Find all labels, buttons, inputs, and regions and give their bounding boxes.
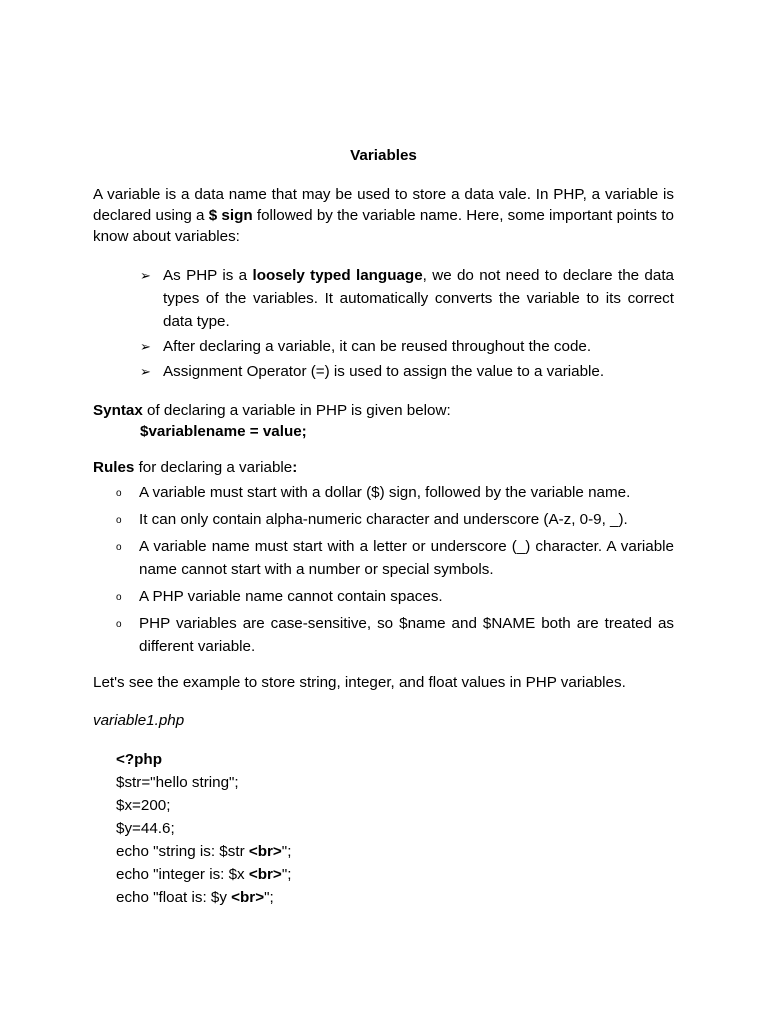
list-item xyxy=(140,264,674,333)
code-echo-text: echo "string is: $str xyxy=(116,843,249,860)
file-name: variable1.php xyxy=(93,712,185,729)
syntax-code: $variablename = value; xyxy=(140,423,307,440)
intro-bold: $ sign xyxy=(208,207,253,224)
list-item xyxy=(116,481,674,504)
syntax-line xyxy=(93,400,674,421)
intro-text-1: A variable is a data name that may be used to store a data vale. In PHP, a variable is declared using a xyxy=(93,186,674,224)
code-block xyxy=(116,748,674,909)
arrow-bullet-icon: ➢ xyxy=(140,339,151,354)
circle-bullet-icon: o xyxy=(116,488,122,499)
code-echo-text: echo "integer is: $x xyxy=(116,866,249,883)
code-line: $y=44.6; xyxy=(116,820,175,837)
arrow-bullet-icon: ➢ xyxy=(140,364,151,379)
rule-text: PHP variables are case-sensitive, so $name and $NAME both are treated as different variable. xyxy=(139,615,674,655)
list-item xyxy=(116,585,674,608)
code-br-tag: <br> xyxy=(231,889,265,906)
rule-text: A variable name must start with a letter or underscore (_) character. A variable name cannot start with a number or special symbols. xyxy=(139,538,674,578)
code-echo-end: "; xyxy=(264,889,274,906)
code-open-tag: <?php xyxy=(116,751,162,768)
intro-text-2: followed by the variable name. Here, some important points to know about variables: xyxy=(93,207,675,245)
intro-paragraph xyxy=(93,184,674,247)
rules-list xyxy=(93,481,674,658)
list-item xyxy=(140,360,674,383)
rules-text: for declaring a variable xyxy=(134,459,293,476)
point-1-bold: loosely typed language xyxy=(252,267,423,284)
rules-colon: : xyxy=(292,459,298,476)
rule-text: A PHP variable name cannot contain spaces. xyxy=(139,588,443,605)
code-line: $x=200; xyxy=(116,797,171,814)
rule-text: It can only contain alpha-numeric character and underscore (A-z, 0-9, _). xyxy=(139,511,628,528)
code-br-tag: <br> xyxy=(248,843,282,860)
syntax-bold: Syntax xyxy=(93,402,143,419)
point-1-post: , we do not need to declare the data types of the variables. It automatically converts the variable to its correct data type. xyxy=(163,267,674,330)
circle-bullet-icon: o xyxy=(116,619,122,630)
arrow-bullet-icon: ➢ xyxy=(140,268,151,283)
code-line xyxy=(116,886,674,909)
rule-text: A variable must start with a dollar ($) sign, followed by the variable name. xyxy=(139,484,631,501)
list-item xyxy=(116,535,674,581)
page-title: Variables xyxy=(350,147,417,164)
code-line: $str="hello string"; xyxy=(116,774,239,791)
list-item xyxy=(116,612,674,658)
points-list xyxy=(93,264,674,383)
rules-heading xyxy=(93,457,674,478)
list-item xyxy=(116,508,674,531)
rules-bold: Rules xyxy=(93,459,135,476)
code-br-tag: <br> xyxy=(248,866,282,883)
code-echo-end: "; xyxy=(281,866,292,883)
circle-bullet-icon: o xyxy=(116,515,122,526)
code-line xyxy=(116,863,674,886)
code-line xyxy=(116,840,674,863)
point-3: Assignment Operator (=) is used to assign the value to a variable. xyxy=(163,363,605,380)
circle-bullet-icon: o xyxy=(116,592,122,603)
syntax-text: of declaring a variable in PHP is given below: xyxy=(142,402,451,419)
code-echo-text: echo "float is: $y xyxy=(116,889,232,906)
point-1-pre: As PHP is a xyxy=(163,267,253,284)
example-text: Let's see the example to store string, integer, and float values in PHP variables. xyxy=(93,674,626,691)
list-item xyxy=(140,335,674,358)
circle-bullet-icon: o xyxy=(116,542,122,553)
code-echo-end: "; xyxy=(281,843,292,860)
point-2: After declaring a variable, it can be reused throughout the code. xyxy=(163,338,592,355)
